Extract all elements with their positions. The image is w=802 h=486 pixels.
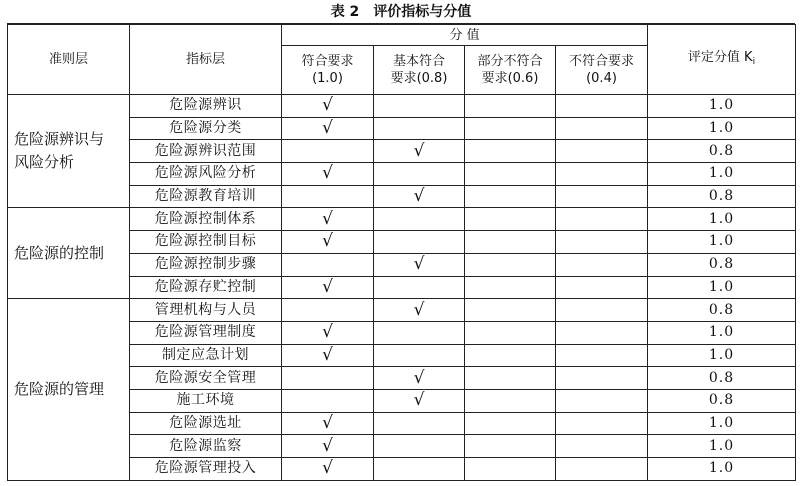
empty-level-cell [556, 389, 648, 412]
check-mark-cell: √ [282, 117, 374, 140]
check-mark-cell: √ [374, 185, 465, 208]
empty-level-cell [374, 117, 465, 140]
level-2-line2: 要求(0.8) [390, 71, 448, 86]
empty-level-cell [374, 163, 465, 186]
indicator-cell: 管理机构与人员 [130, 299, 282, 322]
criterion-line: 危险源的控制 [14, 243, 105, 262]
rating-value-cell: 1.0 [648, 163, 796, 186]
indicator-cell: 危险源风险分析 [130, 163, 282, 186]
level-4-line1: 不符合要求 [569, 54, 635, 69]
check-mark-cell: √ [374, 367, 465, 390]
empty-level-cell [374, 321, 465, 344]
indicator-cell: 危险源管理制度 [130, 321, 282, 344]
empty-level-cell [465, 208, 556, 231]
empty-level-cell [282, 299, 374, 322]
empty-level-cell [374, 208, 465, 231]
header-row-top [8, 25, 796, 46]
empty-level-cell [556, 435, 648, 458]
empty-level-cell [556, 185, 648, 208]
check-mark-cell: √ [374, 140, 465, 163]
empty-level-cell [374, 435, 465, 458]
check-mark-cell: √ [282, 208, 374, 231]
check-mark-cell: √ [282, 276, 374, 299]
empty-level-cell [374, 344, 465, 367]
table-caption [0, 0, 802, 24]
criterion-cell [8, 95, 130, 208]
evaluation-table [7, 24, 796, 481]
indicator-cell: 危险源控制体系 [130, 208, 282, 231]
rating-value-cell: 0.8 [648, 389, 796, 412]
empty-level-cell [465, 117, 556, 140]
level-4-line2: (0.4) [586, 71, 617, 86]
empty-level-cell [556, 276, 648, 299]
criterion-line: 危险源辨识与 [14, 130, 105, 149]
empty-level-cell [374, 276, 465, 299]
indicator-cell: 危险源安全管理 [130, 367, 282, 390]
rating-value-cell: 0.8 [648, 299, 796, 322]
rating-value-cell: 0.8 [648, 185, 796, 208]
level-3-line1: 部分不符合 [477, 54, 543, 69]
rating-value-cell: 1.0 [648, 276, 796, 299]
empty-level-cell [282, 253, 374, 276]
check-mark-cell: √ [282, 321, 374, 344]
empty-level-cell [556, 140, 648, 163]
table-row [8, 95, 796, 118]
header-rating-subscript: i [752, 56, 756, 67]
indicator-cell: 危险源辨识 [130, 95, 282, 118]
check-mark-cell: √ [374, 299, 465, 322]
empty-level-cell [465, 321, 556, 344]
empty-level-cell [282, 389, 374, 412]
empty-level-cell [465, 412, 556, 435]
header-criterion: 准则层 [8, 25, 130, 95]
check-mark-cell: √ [282, 412, 374, 435]
check-mark-cell: √ [282, 435, 374, 458]
rating-value-cell: 1.0 [648, 321, 796, 344]
empty-level-cell [465, 276, 556, 299]
empty-level-cell [374, 412, 465, 435]
empty-level-cell [556, 117, 648, 140]
empty-level-cell [374, 458, 465, 481]
header-level-4 [556, 46, 648, 95]
rating-value-cell: 1.0 [648, 117, 796, 140]
level-3-line2: 要求(0.6) [481, 71, 539, 86]
empty-level-cell [556, 367, 648, 390]
empty-level-cell [465, 299, 556, 322]
header-score-group: 分 值 [282, 25, 648, 46]
rating-value-cell: 1.0 [648, 95, 796, 118]
empty-level-cell [465, 140, 556, 163]
empty-level-cell [556, 344, 648, 367]
empty-level-cell [282, 140, 374, 163]
empty-level-cell [465, 185, 556, 208]
check-mark-cell: √ [282, 231, 374, 254]
empty-level-cell [465, 163, 556, 186]
empty-level-cell [465, 253, 556, 276]
header-rating-label: 评定分值 K [687, 49, 753, 65]
rating-value-cell: 0.8 [648, 253, 796, 276]
header-indicator: 指标层 [130, 25, 282, 95]
indicator-cell: 危险源控制目标 [130, 231, 282, 254]
empty-level-cell [556, 163, 648, 186]
rating-value-cell: 0.8 [648, 140, 796, 163]
check-mark-cell: √ [282, 458, 374, 481]
empty-level-cell [282, 367, 374, 390]
table-body [8, 95, 796, 481]
criterion-line: 危险源的管理 [14, 379, 105, 398]
rating-value-cell: 1.0 [648, 344, 796, 367]
empty-level-cell [556, 412, 648, 435]
level-1-line1: 符合要求 [301, 54, 354, 69]
indicator-cell: 危险源存贮控制 [130, 276, 282, 299]
rating-value-cell: 1.0 [648, 208, 796, 231]
check-mark-cell: √ [374, 389, 465, 412]
indicator-cell: 危险源教育培训 [130, 185, 282, 208]
empty-level-cell [374, 95, 465, 118]
criterion-cell [8, 299, 130, 481]
empty-level-cell [465, 389, 556, 412]
level-2-line1: 基本符合 [392, 54, 445, 69]
empty-level-cell [465, 95, 556, 118]
empty-level-cell [465, 367, 556, 390]
check-mark-cell: √ [374, 253, 465, 276]
empty-level-cell [556, 299, 648, 322]
header-rating [648, 25, 796, 95]
check-mark-cell: √ [282, 163, 374, 186]
empty-level-cell [465, 435, 556, 458]
empty-level-cell [465, 231, 556, 254]
empty-level-cell [374, 231, 465, 254]
indicator-cell: 施工环境 [130, 389, 282, 412]
header-level-2 [374, 46, 465, 95]
empty-level-cell [556, 231, 648, 254]
rating-value-cell: 1.0 [648, 231, 796, 254]
empty-level-cell [282, 185, 374, 208]
rating-value-cell: 1.0 [648, 458, 796, 481]
rating-value-cell: 0.8 [648, 367, 796, 390]
check-mark-cell: √ [282, 344, 374, 367]
empty-level-cell [465, 458, 556, 481]
rating-value-cell: 1.0 [648, 435, 796, 458]
rating-value-cell: 1.0 [648, 412, 796, 435]
indicator-cell: 危险源管理投入 [130, 458, 282, 481]
empty-level-cell [556, 253, 648, 276]
empty-level-cell [556, 321, 648, 344]
criterion-line: 风险分析 [14, 153, 75, 172]
empty-level-cell [556, 458, 648, 481]
indicator-cell: 危险源选址 [130, 412, 282, 435]
header-level-3 [465, 46, 556, 95]
header-level-1 [282, 46, 374, 95]
table-title: 评价指标与分值 [373, 4, 472, 20]
indicator-cell: 危险源辨识范围 [130, 140, 282, 163]
empty-level-cell [556, 208, 648, 231]
empty-level-cell [465, 344, 556, 367]
empty-level-cell [556, 95, 648, 118]
check-mark-cell: √ [282, 95, 374, 118]
indicator-cell: 危险源分类 [130, 117, 282, 140]
indicator-cell: 危险源控制步骤 [130, 253, 282, 276]
indicator-cell: 危险源监察 [130, 435, 282, 458]
table-row [8, 208, 796, 231]
level-1-line2: (1.0) [312, 71, 343, 86]
criterion-cell [8, 208, 130, 299]
indicator-cell: 制定应急计划 [130, 344, 282, 367]
table-row [8, 299, 796, 322]
table-number: 表 2 [330, 4, 360, 20]
